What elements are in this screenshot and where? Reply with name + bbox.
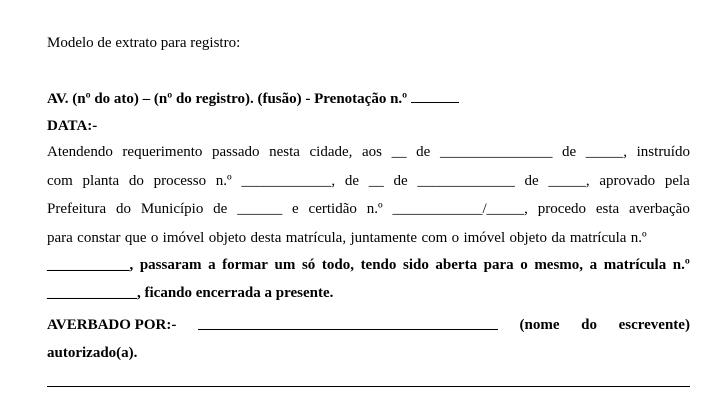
averbado-line — [47, 316, 690, 334]
word: ____________, — [241, 173, 336, 189]
clerk-note-open: (nome — [519, 317, 560, 333]
word: n.º — [215, 173, 232, 189]
word: n.º — [366, 201, 383, 217]
word: passaram — [139, 257, 202, 273]
word: processo — [153, 173, 207, 189]
word: planta — [82, 173, 120, 189]
word: de — [213, 201, 228, 217]
word: para — [483, 257, 514, 273]
word: matrícula — [603, 257, 667, 273]
body-line-5 — [47, 256, 690, 274]
word: um — [274, 257, 296, 273]
closing-text: , ficando encerrada a presente. — [137, 285, 334, 301]
averbado-label: AVERBADO POR:- — [47, 317, 177, 333]
word: formar — [222, 257, 268, 273]
intro-text: Modelo de extrato para registro: — [47, 35, 241, 51]
word: e — [292, 201, 299, 217]
word: __ — [368, 173, 384, 189]
word: _____, — [548, 173, 590, 189]
word: todo, — [321, 257, 354, 273]
word: aos — [361, 144, 382, 160]
word: _______________ — [439, 144, 553, 160]
prenotation-blank — [411, 89, 459, 103]
word: com — [47, 173, 73, 189]
word: a — [589, 257, 598, 273]
word: de — [344, 173, 360, 189]
act-heading-text: AV. (nº do ato) – (nº do registro). (fusão) - Prenotação n.º — [47, 91, 408, 107]
word: Atendendo — [47, 144, 113, 160]
clerk-note-close: escrevente) — [618, 317, 690, 333]
word: tendo — [360, 257, 397, 273]
word: Município — [140, 201, 204, 217]
word: de — [524, 173, 539, 189]
matricula-blank: ____________ — [47, 285, 137, 301]
word: ____________/_____, — [392, 201, 528, 217]
word: passado — [211, 144, 260, 160]
word: instruído — [636, 144, 690, 160]
word: n.º — [672, 257, 690, 273]
word: ___________, — [47, 257, 134, 273]
word: _____, — [585, 144, 628, 160]
word: __ — [391, 144, 407, 160]
word: nesta — [269, 144, 300, 160]
body-line-2 — [47, 172, 690, 190]
word: aberta — [435, 257, 478, 273]
date-label: DATA:- — [47, 118, 98, 134]
word: Prefeitura — [47, 201, 107, 217]
clerk-note-do: do — [581, 317, 597, 333]
word: sido — [402, 257, 429, 273]
word: averbação — [629, 201, 690, 217]
word: ______ — [237, 201, 283, 217]
word: esta — [595, 201, 620, 217]
act-heading — [47, 89, 459, 108]
word: só — [301, 257, 316, 273]
word: pela — [664, 173, 690, 189]
word: _____________ — [417, 173, 515, 189]
word: procedo — [537, 201, 587, 217]
signature-rule — [47, 386, 690, 387]
body-line-1 — [47, 143, 690, 161]
word: certidão — [308, 201, 357, 217]
body-line-3 — [47, 200, 690, 218]
word: de — [393, 173, 408, 189]
word: de — [562, 144, 577, 160]
body-line-4: para constar que o imóvel objeto desta matrícula, juntamente com o imóvel objeto da matrícula n.º — [47, 230, 647, 246]
word: de — [416, 144, 431, 160]
clerk-name-blank — [198, 316, 498, 330]
word: do — [128, 173, 144, 189]
word: cidade, — [309, 144, 353, 160]
authorized-text: autorizado(a). — [47, 345, 138, 361]
word: do — [115, 201, 131, 217]
word: requerimento — [122, 144, 203, 160]
body-line-6 — [47, 284, 333, 302]
word: a — [208, 257, 216, 273]
word: o — [520, 257, 528, 273]
word: mesmo, — [534, 257, 584, 273]
word: aprovado — [599, 173, 656, 189]
